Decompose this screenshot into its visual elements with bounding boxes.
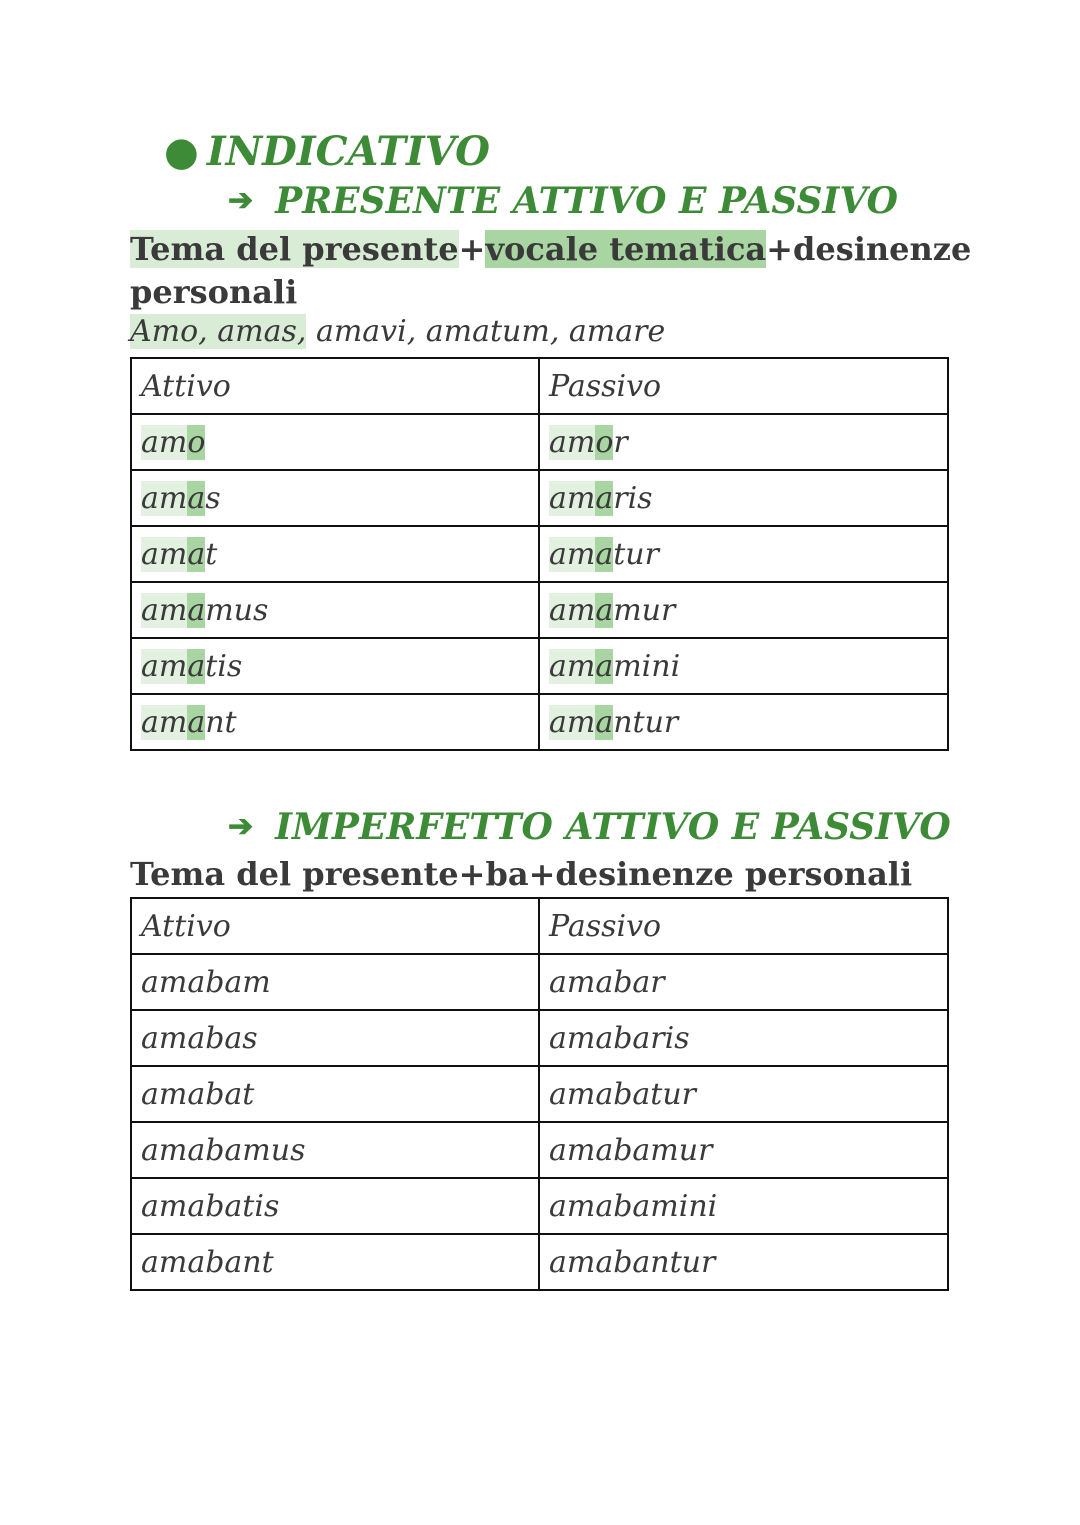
conjugation-cell: [539, 694, 948, 750]
arrow-icon: ➔: [228, 183, 254, 218]
example-verb: [130, 314, 665, 349]
header-row: [131, 358, 948, 414]
conjugation-cell: [539, 526, 948, 582]
stem-part: am: [141, 480, 188, 516]
table-row: [131, 1066, 948, 1122]
table-row: [131, 638, 948, 694]
rule-part-vocale: vocale tematica: [485, 230, 767, 268]
stem-part: am: [549, 592, 596, 628]
imperfetto-rule: Tema del presente+ba+desinenze personali: [130, 855, 913, 893]
header-row: [131, 898, 948, 954]
ending: t: [205, 536, 218, 572]
thematic-vowel: a: [187, 648, 206, 684]
thematic-vowel: a: [595, 536, 614, 572]
conjugation-cell: amabatur: [539, 1066, 948, 1122]
stem-part: am: [141, 592, 188, 628]
ending: nt: [205, 704, 237, 740]
thematic-vowel: o: [595, 424, 614, 460]
conjugation-cell: [539, 582, 948, 638]
column-header: Passivo: [539, 898, 948, 954]
rule-plus-desinenze: +desinenze: [766, 230, 972, 268]
table-row: [131, 1178, 948, 1234]
column-header: Passivo: [539, 358, 948, 414]
table-row: [131, 1122, 948, 1178]
ending: mini: [613, 648, 681, 684]
example-highlighted: Amo, amas,: [130, 314, 307, 349]
stem-part: am: [549, 704, 596, 740]
table-row: [131, 1010, 948, 1066]
conjugation-cell: [131, 470, 539, 526]
conjugation-cell: amabantur: [539, 1234, 948, 1290]
stem-part: am: [141, 536, 188, 572]
presente-subheading: [228, 180, 898, 222]
thematic-vowel: a: [187, 480, 206, 516]
thematic-vowel: a: [187, 536, 206, 572]
stem-part: am: [549, 648, 596, 684]
thematic-vowel: a: [595, 480, 614, 516]
imperfetto-subheading: [228, 806, 951, 848]
imperfetto-table: [130, 897, 949, 1291]
conjugation-cell: [539, 638, 948, 694]
thematic-vowel: a: [595, 704, 614, 740]
section-heading: [164, 128, 490, 175]
conjugation-cell: [131, 638, 539, 694]
conjugation-cell: [131, 582, 539, 638]
ending: s: [205, 480, 221, 516]
ending: mus: [205, 592, 269, 628]
conjugation-cell: [539, 470, 948, 526]
imperfetto-title: IMPERFETTO ATTIVO E PASSIVO: [275, 806, 951, 848]
conjugation-cell: amabaris: [539, 1010, 948, 1066]
arrow-icon: ➔: [228, 809, 254, 844]
conjugation-cell: amabar: [539, 954, 948, 1010]
table-row: [131, 694, 948, 750]
conjugation-cell: [131, 414, 539, 470]
presente-table: [130, 357, 949, 751]
conjugation-cell: amabamini: [539, 1178, 948, 1234]
column-header: Attivo: [131, 898, 539, 954]
bullet-icon: ●: [164, 128, 199, 175]
stem-part: am: [141, 648, 188, 684]
rule-line2: personali: [130, 273, 298, 311]
thematic-vowel: a: [187, 704, 206, 740]
column-header: Attivo: [131, 358, 539, 414]
ending: ntur: [613, 704, 679, 740]
presente-rule: [130, 228, 971, 314]
heading-title: INDICATIVO: [206, 128, 490, 175]
stem-part: am: [549, 536, 596, 572]
ending: mur: [613, 592, 676, 628]
table-row: [131, 470, 948, 526]
conjugation-cell: amabam: [131, 954, 539, 1010]
stem-part: am: [549, 480, 596, 516]
conjugation-cell: [131, 694, 539, 750]
thematic-vowel: o: [187, 424, 206, 460]
ending: tur: [613, 536, 659, 572]
ending: ris: [613, 480, 653, 516]
table-row: [131, 582, 948, 638]
stem-part: am: [141, 704, 188, 740]
conjugation-cell: amabatis: [131, 1178, 539, 1234]
stem-part: am: [141, 424, 188, 460]
table-row: [131, 414, 948, 470]
conjugation-cell: amabant: [131, 1234, 539, 1290]
ending: r: [613, 424, 628, 460]
conjugation-cell: amabamus: [131, 1122, 539, 1178]
thematic-vowel: a: [595, 592, 614, 628]
conjugation-cell: [131, 526, 539, 582]
example-rest: amavi, amatum, amare: [306, 314, 666, 349]
thematic-vowel: a: [595, 648, 614, 684]
conjugation-cell: [539, 414, 948, 470]
ending: tis: [205, 648, 243, 684]
table-row: [131, 526, 948, 582]
stem-part: am: [549, 424, 596, 460]
presente-title: PRESENTE ATTIVO E PASSIVO: [275, 180, 899, 222]
rule-plus: +: [458, 230, 486, 268]
conjugation-cell: amabas: [131, 1010, 539, 1066]
rule-part-tema: Tema del presente: [130, 230, 459, 268]
conjugation-cell: amabat: [131, 1066, 539, 1122]
table-row: [131, 1234, 948, 1290]
table-row: [131, 954, 948, 1010]
thematic-vowel: a: [187, 592, 206, 628]
conjugation-cell: amabamur: [539, 1122, 948, 1178]
